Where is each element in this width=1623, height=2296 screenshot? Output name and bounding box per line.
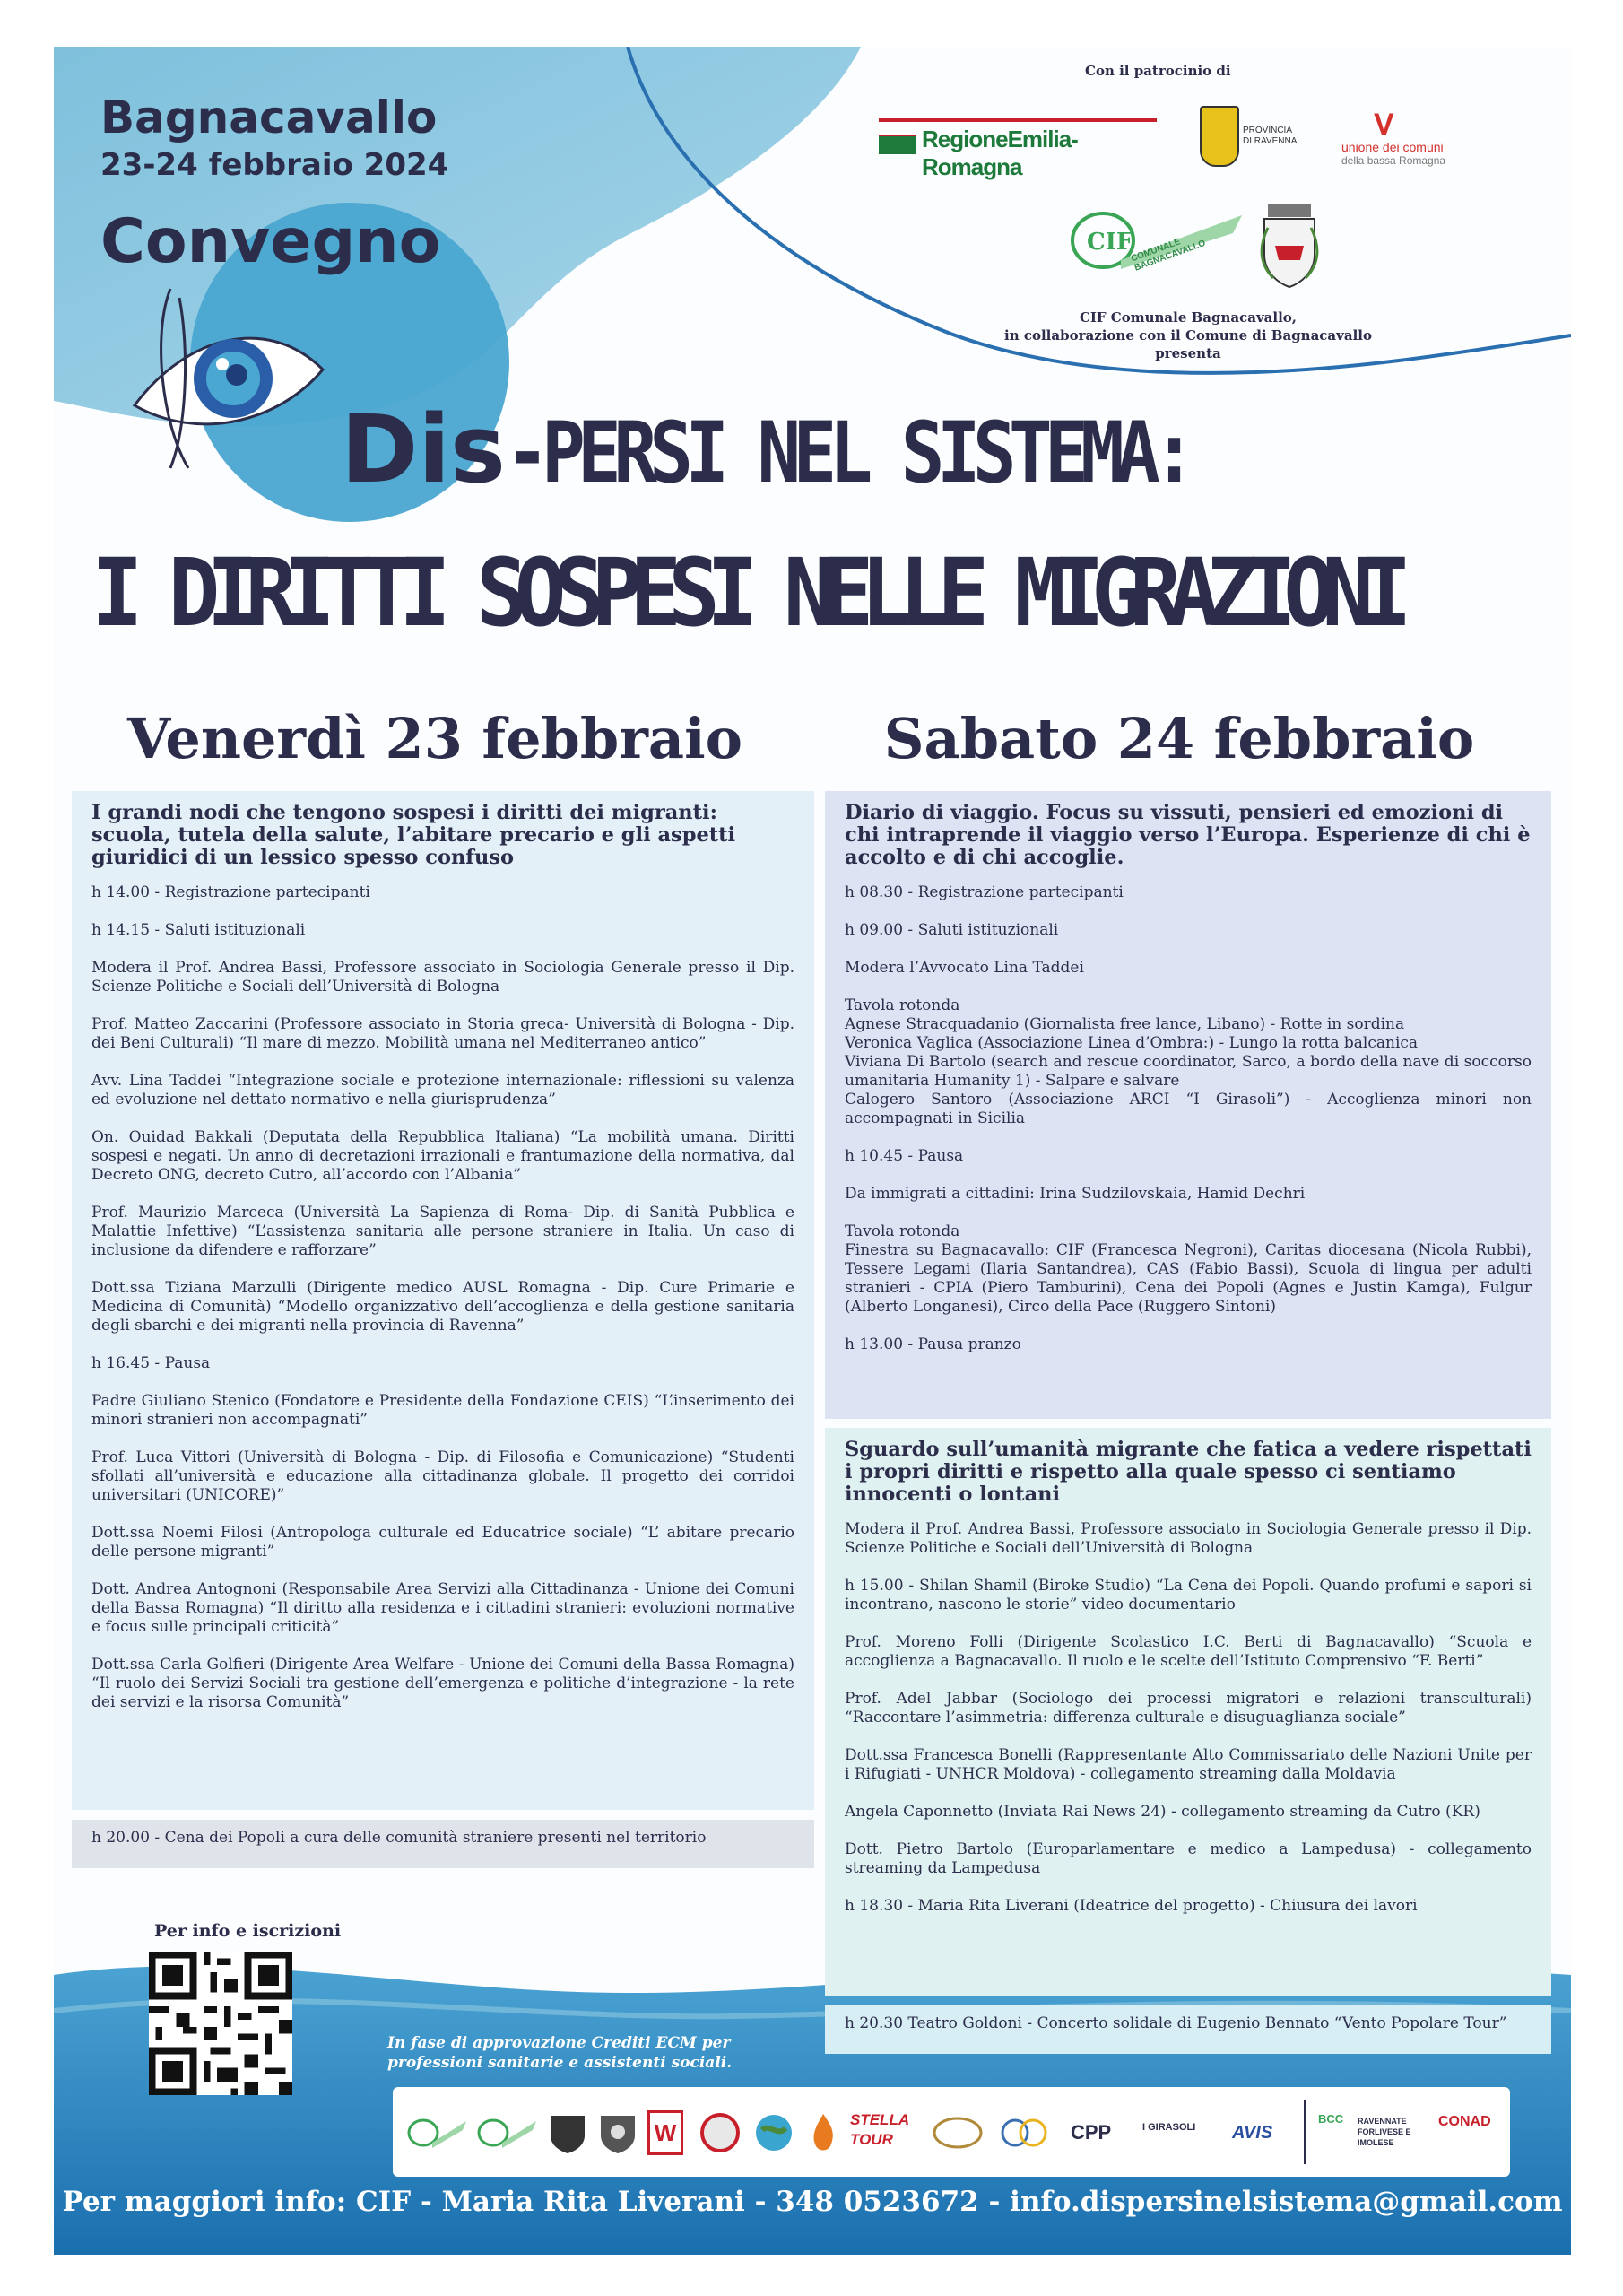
- cpp-logo: CPP: [1071, 2121, 1112, 2144]
- program-item: Dott.ssa Carla Golfieri (Dirigente Area Welfare - Unione dei Comuni della Bassa Romagna) “Il ruolo dei Servizi Sociali tra gestione dell’emergenza e politiche d’integrazione - la rete dei servizi e la risorsa Comunità”: [91, 1656, 794, 1711]
- day2-panel-afternoon: [825, 1428, 1551, 1996]
- day2-panel2-title: Sguardo sull’umanità migrante che fatica a vedere rispettati i propri diritti e rispetto alla quale spesso ci sentiamo innocenti o lontani: [845, 1438, 1532, 1506]
- presenter-text: [986, 309, 1390, 362]
- shield-sponsor-icon: [597, 2110, 638, 2155]
- qr-code[interactable]: [149, 1952, 292, 2095]
- provincia-text: [1243, 126, 1297, 147]
- day2-panel1-title: Diario di viaggio. Focus su vissuti, pensieri ed emozioni di chi intraprende il viaggio verso l’Europa. Esperienze di chi è accolto e di chi accoglie.: [845, 801, 1531, 869]
- patronage-label: Con il patrocinio di: [1085, 63, 1231, 79]
- circle-sponsor-icon: [698, 2110, 742, 2155]
- program-item: h 13.00 - Pausa pranzo: [845, 1335, 1021, 1353]
- provincia-shield-icon: [1200, 106, 1239, 167]
- info-label: Per info e iscrizioni: [154, 1921, 342, 1941]
- regione-bar: [879, 118, 1157, 122]
- bcc-logo: BCC: [1318, 2112, 1344, 2126]
- program-item: Tavola rotonda Finestra su Bagnacavallo: CIF (Francesca Negroni), Caritas diocesana (Nicola Rubbi), Tessere Legami (Ilaria Santandrea), CAS (Fabio Bassi), Scuola di lingua per adulti stranieri - CPIA (Piero Tamburini), Cena dei Popoli (Agnes e Justin Kamga), Fulgur (Alberto Longanesi), Circo della Pace (Ruggero Sintoni): [845, 1222, 1532, 1316]
- day1-panel-title: I grandi nodi che tengono sospesi i diritti dei migranti: scuola, tutela della salute, l’abitare precario e gli aspetti giuridici di un lessico spesso confuso: [91, 801, 736, 869]
- comune-crest-icon: [1255, 201, 1324, 291]
- unione-line1: unione dei comuni: [1341, 140, 1444, 154]
- program-item: h 10.45 - Pausa: [845, 1147, 964, 1165]
- title-line1: [341, 395, 1299, 504]
- cif-sponsor-icon: [405, 2110, 468, 2155]
- program-item: Angela Caponnetto (Inviata Rai News 24) - collegamento streaming da Cutro (KR): [845, 1803, 1480, 1821]
- poster: [54, 47, 1571, 2255]
- program-item: Da immigrati a cittadini: Irina Sudzilovskaia, Hamid Dechri: [845, 1185, 1306, 1203]
- cif-logo-text: COMUNALE BAGNACAVALLO: [1130, 237, 1208, 274]
- presenter-line2: in collaborazione con il Comune di Bagnacavallo: [1004, 327, 1372, 344]
- title-line1-rest: -PERSI NEL SISTEMA:: [505, 404, 1189, 502]
- lab-sponsor-icon: [995, 2110, 1058, 2155]
- flame-sponsor-icon: [805, 2110, 841, 2155]
- w-sponsor-logo: W: [647, 2110, 683, 2155]
- day1-item-list: [91, 883, 794, 1712]
- city-name: Bagnacavallo: [100, 91, 438, 144]
- program-item: Prof. Maurizio Marceca (Università La Sapienza di Roma- Dip. di Sanità Pubblica e Malattie Infettive) “L’assistenza sanitaria alle persone straniere in Italia. Un caso di inclusione da difendere e rafforzare”: [91, 1204, 794, 1259]
- ecm-note: In fase di approvazione Crediti ECM per professioni sanitarie e assistenti sociali.: [387, 2034, 733, 2072]
- program-item: Avv. Lina Taddei “Integrazione sociale e protezione internazionale: riflessioni su valenza ed evoluzione nel dettato normativo e nella giurisprudenza”: [91, 1072, 794, 1109]
- event-type: Convegno: [100, 206, 441, 277]
- day2-heading: Sabato 24 febbraio: [883, 706, 1475, 771]
- program-item: h 16.45 - Pausa: [91, 1354, 211, 1372]
- bcc-text: RAVENNATE FORLIVESE E IMOLESE: [1358, 2117, 1411, 2147]
- cif-logo: [1067, 197, 1246, 287]
- provincia-line2: DI RAVENNA: [1243, 136, 1298, 146]
- qr-code-icon: [149, 1952, 292, 2095]
- program-item: Dott.ssa Noemi Filosi (Antropologa culturale ed Educatrice sociale) “L’ abitare precario delle persone migranti”: [91, 1524, 794, 1561]
- regione-flag-icon: [879, 124, 916, 154]
- title-dis: Dis: [341, 395, 506, 504]
- program-item: Prof. Matteo Zaccarini (Professore associato in Storia greca- Università di Bologna - Dip. dei Beni Culturali) “Il mare di mezzo. Mobilità umana nel Mediterraneo antico”: [91, 1015, 794, 1052]
- sponsor-strip: [393, 2087, 1510, 2177]
- program-item: Dott.ssa Francesca Bonelli (Rappresentante Alto Commissariato delle Nazioni Unite per i Rifugiati - UNHCR Moldova) - collegamento streaming dalla Moldavia: [845, 1746, 1532, 1783]
- program-item: Prof. Adel Jabbar (Sociologo dei processi migratori e relazioni transculturali) “Raccontare l’asimmetria: differenza culturale e disuguaglianza sociale”: [845, 1690, 1532, 1726]
- program-item: Prof. Luca Vittori (Università di Bologna - Dip. di Filosofia e Comunicazione) “Studenti sfollati all’università e educazione alla cittadinanza globale. Il progetto dei corridoi universitari (UNICORE)”: [91, 1448, 794, 1504]
- provincia-logo: [1200, 106, 1307, 169]
- regione-logo: [879, 118, 1157, 180]
- program-item: h 14.00 - Registrazione partecipanti: [91, 883, 370, 901]
- day2-panel-morning: [825, 791, 1551, 1419]
- program-item: Dott. Pietro Bartolo (Europarlamentare e medico a Lampedusa) - collegamento streaming da Lampedusa: [845, 1840, 1532, 1877]
- sponsor-divider: [1304, 2100, 1306, 2164]
- program-item: Modera il Prof. Andrea Bassi, Professore associato in Sociologia Generale presso il Dip. Scienze Politiche e Sociali dell’Università di Bologna: [845, 1520, 1532, 1557]
- program-item: h 15.00 - Shilan Shamil (Biroke Studio) “La Cena dei Popoli. Quando profumi e sapori si incontrano, nascono le storie” video documentario: [845, 1577, 1532, 1613]
- provincia-line1: PROVINCIA: [1243, 126, 1293, 135]
- program-item: Dott.ssa Tiziana Marzulli (Dirigente medico AUSL Romagna - Dip. Cure Primarie e Medicina di Comunità) “Modello organizzativo dell’accoglienza e della gestione sanitaria degli sbarchi e dei migranti nella provincia di Ravenna”: [91, 1279, 794, 1335]
- program-item: Prof. Moreno Folli (Dirigente Scolastico I.C. Berti di Bagnacavallo) “Scuola e accoglienza a Bagnacavallo. Il ruolo e le scelte dell’Istituto Comprensivo “F. Berti”: [845, 1633, 1532, 1670]
- footer-contact: Per maggiori info: CIF - Maria Rita Liverani - 348 0523672 - info.dispersinelsistema@gmail.com: [62, 2186, 1563, 2218]
- oval-sponsor-icon: [931, 2110, 985, 2155]
- presenter-line3: presenta: [1155, 345, 1221, 361]
- program-item: Dott. Andrea Antognoni (Responsabile Area Servizi alla Cittadinanza - Unione dei Comuni della Bassa Romagna) “Il diritto alla residenza e i cittadini stranieri: evoluzioni normative e focus sulle principali criticità”: [91, 1580, 794, 1636]
- day1-panel: [72, 791, 814, 1810]
- unione-v-icon: V: [1374, 108, 1394, 142]
- program-item: h 14.15 - Saluti istituzionali: [91, 921, 306, 939]
- unione-logo: [1341, 108, 1485, 170]
- unione-line2: della bassa Romagna: [1341, 154, 1446, 167]
- event-dates: 23-24 febbraio 2024: [100, 147, 449, 183]
- title-line2: I DIRITTI SOSPESI NELLE MIGRAZIONI: [91, 538, 1400, 648]
- svg-text:CIF: CIF: [1087, 229, 1133, 256]
- crest-sponsor-icon: [547, 2110, 588, 2155]
- program-item: Modera l’Avvocato Lina Taddei: [845, 959, 1084, 977]
- program-item: h 18.30 - Maria Rita Liverani (Ideatrice del progetto) - Chiusura dei lavori: [845, 1897, 1418, 1915]
- conad-logo: CONAD: [1438, 2114, 1491, 2129]
- program-item: h 08.30 - Registrazione partecipanti: [845, 883, 1124, 901]
- stella-tour-logo: STELLA TOUR: [850, 2111, 909, 2148]
- globe-sponsor-icon: [751, 2110, 796, 2155]
- day2-afternoon-list: [845, 1520, 1532, 1916]
- program-item: Modera il Prof. Andrea Bassi, Professore associato in Sociologia Generale presso il Dip. Scienze Politiche e Sociali dell’Università di Bologna: [91, 959, 794, 996]
- day2-evening-bar: h 20.30 Teatro Goldoni - Concerto solidale di Eugenio Bennato “Vento Popolare Tour”: [825, 2005, 1551, 2054]
- comune-crest: [1255, 201, 1324, 291]
- presenter-line1: CIF Comunale Bagnacavallo,: [1079, 309, 1298, 326]
- program-item: h 09.00 - Saluti istituzionali: [845, 921, 1059, 939]
- girasoli-logo: I GIRASOLI: [1142, 2122, 1196, 2133]
- avis-logo: AVIS: [1232, 2123, 1273, 2143]
- day1-heading: Venerdì 23 febbraio: [127, 706, 742, 771]
- regione-text: RegioneEmilia-Romagna: [922, 126, 1078, 180]
- cif-sponsor-2-icon: [475, 2110, 538, 2155]
- program-item: Padre Giuliano Stenico (Fondatore e Presidente della Fondazione CEIS) “L’inserimento dei minori stranieri non accompagnati”: [91, 1392, 794, 1429]
- day1-evening-bar: h 20.00 - Cena dei Popoli a cura delle comunità straniere presenti nel territorio: [72, 1820, 814, 1868]
- day2-morning-list: [845, 883, 1532, 1354]
- program-item: Tavola rotonda Agnese Stracquadanio (Giornalista free lance, Libano) - Rotte in sordina Veronica Vaglica (Associazione Linea d’Ombra:) - Lungo la rotta balcanica Viviana Di Bartolo (search and rescue coordinator, Sarco, a bordo della nave di soccorso umanitaria Humanity 1) - Salpare e salvare Calogero Santoro (Associazione ARCI “I Girasoli”) - Accoglienza minori non accompagnati in Sicilia: [845, 996, 1532, 1127]
- program-item: On. Ouidad Bakkali (Deputata della Repubblica Italiana) “La mobilità umana. Diritti sospesi e negati. Un anno di decretazioni irrazionali e frantumazione della normativa, dal Decreto ONG, decreto Cutro, all’accordo con l’Albania”: [91, 1128, 794, 1184]
